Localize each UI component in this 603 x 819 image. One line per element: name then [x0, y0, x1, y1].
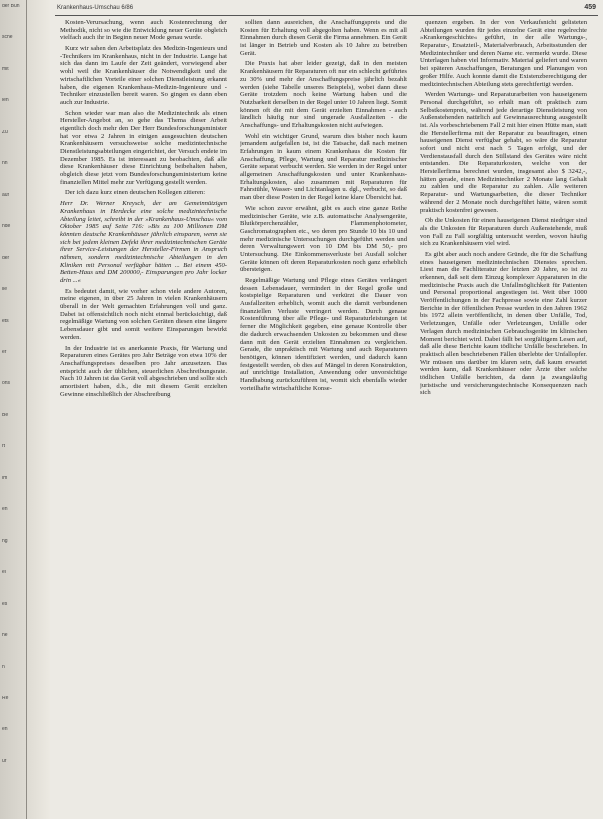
margin-fragment: der Bun: [2, 4, 20, 9]
margin-fragment: rt: [2, 444, 6, 450]
body-paragraph: Schon wieder war man also die Medizintechnik als einen Hersteller-Angebot an, so gehe das Thema dieser Arbeit eigentlich doch mehr den Der Herr Bundesforschungsminister hat vor etwa 2 Jahren in einigen ausgesuchten deutschen Krankenhäusern versuchsweise solche medizintechnische Dienstleistungsabteilungen eingerichtet, der Versuch endete im Dezember 1985. Es ist interessant zu beobachten, daß alle diese Krankenhäuser diese Einrichtung beibehalten haben, obgleich diese jetzt vom Bundesforschungsministerium keine finanziellen Mittel mehr zur Verfügung gestellt werden.: [60, 109, 227, 186]
body-paragraph: In der Industrie ist es anerkannte Praxis, für Wartung und Reparaturen eines Gerätes pro Jahr Beträge von etwa 10% der Anschaffungspreises desselben pro Jahr anzusetzen. Das entspricht auch der üblichen, steuerlichen Abschreibungsrate. Nach 10 Jahren ist das Gerät voll abgeschrieben und sollte sich amortisiert haben, d.h., die mit diesem Gerät erzielten Gewinne einschließlich der Abschreibung: [60, 344, 227, 398]
margin-fragment: es: [2, 601, 8, 607]
body-paragraph: quenzen ergeben. In der von Verkaufsnicht gelisteten Abteilungen wurden für jedes einzelne Gerät eine regelrechte »Krankengeschichte« geführt, in der alle Wartungs-, Reparatur-, Ersatzteil-, Materialverbrauch, Arbeitsstunden der Medizintechniker und deren Name etc. vermerkt wurde. Diese Unterlagen haben viel Informativ. Material geliefert und waren bei späteren Anschaffungen, Beratungen und Planungen von großer Hilfe. Auch konnte damit die Existenzberechtigung der medizintechnischen Abteilung stets gerechtfertigt werden.: [420, 19, 587, 88]
running-title: Krankenhaus-Umschau 6/86: [57, 5, 134, 11]
binding-fold-line: [26, 0, 27, 819]
margin-fragment: sche: [2, 35, 13, 41]
margin-fragment: er: [2, 349, 7, 355]
body-paragraph: Die Praxis hat aber leider gezeigt, daß in den meisten Krankenhäusern für Reparaturen oft nur ein schlecht geführtes zu 30% und mehr der Anschaffungspreise jährlich bezahlt werden (siehe Tabelle unseres Beispiels), wobei dann diese Geräte trotzdem noch keine Wartung haben und die Nutzbarkeit derselben in der Regel unter 10 Jahren liegt. Somit können oft die mit dem Gerät erzielten Einnahmen - auch ländlich häufig nur sind ungerade Ausfallzeiten - die Anschaffungs- und Erhaltungskosten nicht aufwiegen.: [240, 60, 407, 129]
margin-fragment: mit: [2, 66, 9, 72]
body-paragraph: Wohl ein wichtiger Grund, warum dies bisher noch kaum jemandem aufgefallen ist, ist die Tatsache, daß nach meinen Erfahrungen in kaum einem Krankenhaus die Kosten für Anschaffung, Pflege, Wartung und Reparatur medizinischer Geräte separat verbucht werden. Sie werden in der Regel unter allgemeinen Anschaffungskosten und unter Krankenhaus-Erhaltungskosten, also zusammen mit Reparaturen für Fahrstühle, Wasser- und Lichtanlagen u. dgl., verbucht, so daß man über diese Posten in der Regel keine klare Übersicht hat.: [240, 132, 407, 202]
margin-fragment: Zu: [2, 129, 8, 135]
margin-fragment: en: [2, 727, 8, 733]
body-paragraph: sollten dann ausreichen, die Anschaffungspreis und die Kosten für Erhaltung voll abgegolten haben. Wenn es mit all Einnahmen durch diesen Gerät die Firma annehmen. Ein Gerät ist länger in Betrieb und Kosten als 10 Jahre zu betreiben Gerät.: [240, 19, 407, 57]
margin-fragment: ng: [2, 538, 8, 544]
margin-fragment: Be: [2, 412, 9, 418]
text-column-middle: [240, 19, 407, 814]
margin-fragment: ur: [2, 758, 7, 764]
body-paragraph: Der ich dazu kurz einen deutschen Kollegen zitieren:: [65, 189, 206, 197]
margin-fragment: en: [2, 507, 8, 513]
margin-fragment: der: [2, 255, 10, 261]
margin-fragment: lie: [2, 287, 8, 293]
body-paragraph: Werden Wartungs- und Reparaturarbeiten von hauseigenem Personal durchgeführt, so erhält man oft praktisch zum Selbstkostenpreis, während jede derartige Dienstleistung von Außenstehenden natürlich auf Gewinnausrechtung ausgestellt ist. Als vorbeschriebenem Fall 2 mit hier einen Hütte man, statt die Herstellerfirma mit der Reparatur zu beauftragen, einen hauseigenen Dienst verfügbar gehabt, so wäre die Reparatur sofort und nicht erst nach 5 Tagen erfolgt, und der Verdienstausfall durch den Stillstand des Gerätes wäre nicht entstanden. Die Reparaturkosten, welche von der Herstellerfirma berechnet wurden, insgesamt also $ 3242,-, hätten gerade, einen Medizintechniker 2 Monate lang Gehalt zu zahlen und die Reparatur zu zahlen. Alle weiteren Reparatur- und Wartungsarbeiten, die dieser Techniker während der 2 Monate noch durchgeführt hätte, wären somit praktisch kostenfrei gewesen.: [420, 91, 587, 214]
text-column-right: [420, 19, 587, 814]
margin-fragment: n: [2, 664, 5, 670]
body-paragraph: Wie schon zuvor erwähnt, gibt es auch eine ganze Reihe medizinischer Geräte, wie z.B. automatische Analysengeräte, Blutkörperchenzähler, Flammenphotometer, Gaschromatographen etc., wo deren pro Stunde 10 bis 10 und mehr medizinische Untersuchungen durchgeführt werden und deren Verwaltungswert von 10 DM bis DM 50,- pro Untersuchung. Die Einkommensverluste bei Ausfall solcher Geräte können oft deren Reparaturkosten noch ganz erheblich übersteigen.: [240, 204, 407, 274]
page-number: 459: [584, 4, 596, 11]
margin-fragment: nn: [2, 161, 8, 167]
body-paragraph: Es gibt aber auch noch andere Gründe, die für die Schaffung eines hauseigenen medizintechnischen Dienstes sprechen. Liest man die Fachliteratur der letzten 20 Jahre, so ist zu erkennen, daß seit dem Einzug komplexer Apparaturen in die medizinische Praxis auch die Unfallmöglichkeit für Patienten und Personal proportional angestiegen ist. Weit über 1000 Veröffentlichungen in der Fachpresse sowie eine Zahl kurzer Berichte in der öffentlichen Presse wurden in den Jahren 1962 bis 1972 allein veröffentlicht, in denen über Unfälle, Tod, Verletzungen, Unfälle oder Verletzungen, Unfälle oder Verlagen durch medizinischen Gebrauchsgeräte im klinischen Moment berichtet wird. Dabei fällt bei sorgfältigem Lesen auf, daß alle diese Berichte kaum tödliche Unfälle beschrieben. In praktisch allen beschriebenen Fällen überlebte der Unfallopfer. Wir müssen uns darüber im klaren sein, daß kaum erwartet werden kann, daß Krankenhäuser oder Ärzte über solche tödlichen Unfälle berichten, da dann ja zwangsläufig juristische und versicherungstechnische Konsequenzen nach sich: [420, 250, 587, 397]
margin-fragment: Re: [2, 695, 9, 701]
body-paragraph: Ob die Unkosten für einen hauseigenen Dienst niedriger sind als die Unkosten für Reparaturen durch Außenstehende, muß von Fall zu Fall sorgfältig untersucht werden, wovon häufig sich zu Krankenhäusern viel wird.: [420, 217, 587, 248]
margin-fragment: ets: [2, 318, 9, 324]
body-paragraph: Regelmäßige Wartung und Pflege eines Gerätes verlängert dessen Lebensdauer, vermindert in der Regel große und kostspielige Reparaturen und verkürzt die Dauer von Ausfallzeiten erheblich, womit auch die damit verbundenen finanziellen Verluste verringert werden. Durch genaue Kostenführung über alle Pflege- und Reparaturleistungen ist ferner die Möglichkeit gegeben, eine genaue Kontrolle über die dadurch erwachsenden Unkosten zu bekommen und diese dann mit den Gerät erzielten Einnahmen zu vergleichen. Gerade, die unpraktisch mit Wartung und auch Reparaturen benötigen, können identifiziert werden, und dadurch kann festgestellt werden, ob dies auf Mängel in deren Konstruktion, auf unrichtige Installation, Anwendung oder unvorsichtige Handhabung zurückzuführen ist, womit sich ebenfalls wieder vorteilhafte wirtschaftliche Konse-: [240, 277, 407, 392]
body-paragraph: Kurz wir sahen den Arbeitsplatz des Medizin-Ingenieurs und -Technikers im Krankenhaus, nicht in der Industrie. Lange hat sich das dann im Laufe der Zeit geändert, vorwiegend aber wohl weil die Krankenhäuser die Notwendigkeit und die wirtschaftlichen Vorteile einer solchen Dienstleistung erkannt haben, die eigenen Krankenhaus-Medizin-Ingenieure und -Techniker einzustellen bereit waren. So gingen es dann eben auch zur Industrie.: [60, 45, 227, 106]
margin-fragment: he: [2, 633, 8, 639]
margin-fragment: im: [2, 475, 8, 481]
text-column-left: [60, 19, 227, 814]
margin-fragment: ons: [2, 381, 11, 387]
body-paragraph: Kosten-Verursachung, wenn auch Kostenrechnung der Methodik, nicht so wie die Entwicklung neuer Geräte obgleich vielfach auch ihr in Beginn neuer Mode genau wurde.: [60, 19, 227, 42]
margin-fragment: ei: [2, 570, 6, 576]
quoted-paragraph: Herr Dr. Werner Kreysch, der am Gemeinnützigen Krankenhaus in Herdecke eine solche medizintechnische Abteilung leitet, schreibt in der »Krankenhaus-Umschau« vom Oktober 1985 auf Seite 716: »Bis zu 100 Millionen DM könnten deutsche Krankenhäuser jährlich einsparen, wenn sie sich bei jedem kleinen Defekt ihrer medizintechnischen Geräte ihrer Service-Leistungen der Hersteller-Firmen in Anspruch nähmen, sondern medizintechnische Abteilungen in den Kliniken mit Personal verfügbar hätten ... Bei einem 450-Betten-Haus und DM 200000,- Einsparungen pro Jahr locker drin ...«: [60, 200, 227, 284]
margin-fragment: ien: [2, 98, 9, 104]
body-paragraph: Es bedeutet damit, wie vorher schon viele andere Autoren, meine eigenen, in über 25 Jahren in vielen Krankenhäusern überall in der Welt gemachten Erfahrungen voll und ganz. Dabei ist offensichtlich noch nicht einmal berücksichtigt, daß regelmäßige Wartung von solchen Geräten diesen eine längere Lebensdauer gibt und somit weitere Einsparungen bewirkt werden.: [60, 287, 227, 341]
margin-fragment: auf: [2, 192, 9, 198]
facing-page-fragments: [2, 4, 26, 804]
margin-fragment: nde: [2, 224, 11, 230]
running-header: [55, 3, 598, 16]
